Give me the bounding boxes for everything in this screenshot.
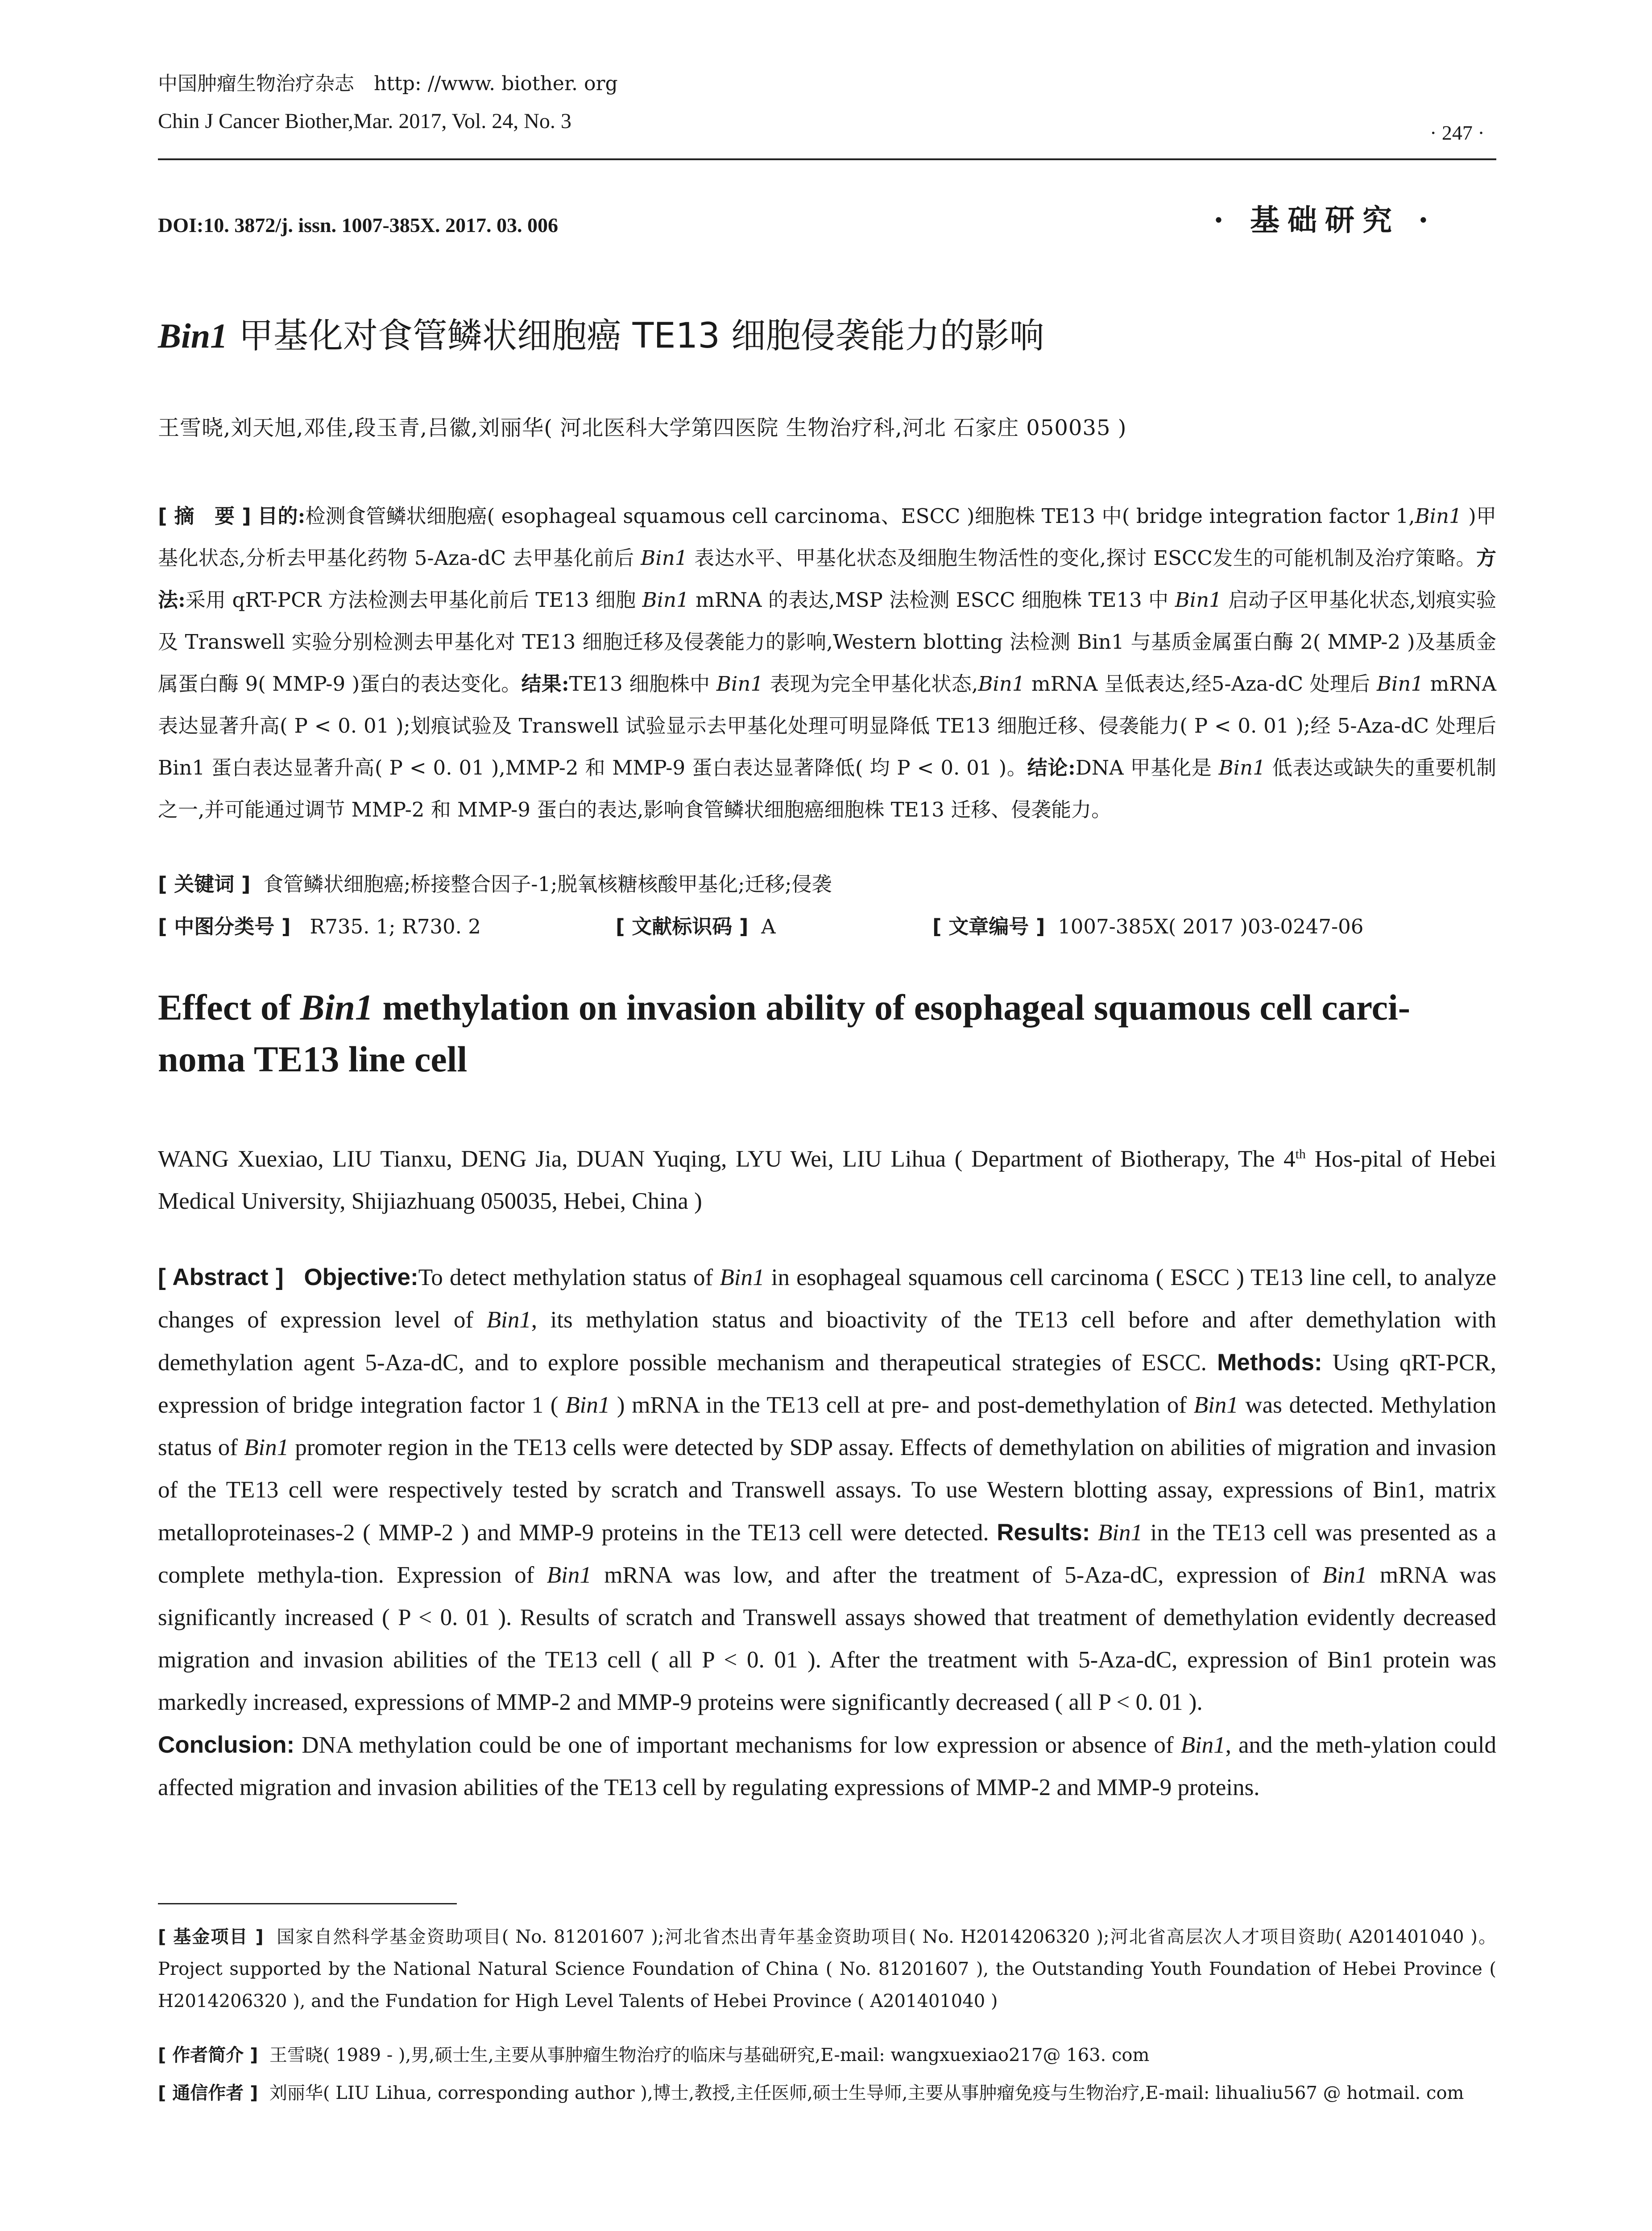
column-label: · 基础研究 · — [1213, 203, 1437, 237]
gene-name: Bin1 — [1175, 588, 1222, 612]
abstract-en — [158, 1256, 1496, 1809]
journal-en-header: Chin J Cancer Biother,Mar. 2017, Vol. 24, No. 3 — [158, 109, 571, 133]
methods-en-text: ) mRNA in the TE13 cell at pre- and post-demethylation of — [610, 1392, 1194, 1418]
title-en — [158, 982, 1496, 1085]
gene-name: Bin1 — [720, 1265, 765, 1290]
objective-cn-text: 表达水平、甲基化状态及细胞生物活性的变化,探讨 ESCC发生的可能机制及治疗策略。 — [687, 546, 1476, 570]
ordinal-suffix: th — [1295, 1147, 1306, 1161]
results-en-label: Results: — [997, 1519, 1090, 1546]
methods-en-text: Using qRT-PCR, expression of bridge integration factor 1 ( — [158, 1350, 1497, 1418]
fund-text: 国家自然科学基金资助项目( No. 81201607 );河北省杰出青年基金资助项目( No. H2014206320 );河北省高层次人才项目资助( A201401040 )。Project supported by the National Natural Science Foundation of China ( No. 81201607 ), the Outstanding Youth Foundation of Hebei Province ( H2014206320 ), and the Fundation for High Level Talents of Hebei Province ( A201401040 ) — [158, 1927, 1496, 2011]
methods-en-text: promoter region in the TE13 cells were detected by SDP assay. Effects of demethylation on abilities of migration and invasion of the TE13 cell were respectively tested by scratch and Transwell assays. To use Western blotting assay, expressions of Bin1, matrix metalloproteinases-2 ( MMP-2 ) and MMP-9 proteins in the TE13 cell were detected. — [158, 1435, 1496, 1546]
footnote-rule — [158, 1903, 457, 1904]
gene-name: Bin1 — [1376, 672, 1424, 696]
doc-code-label: [ 文献标识码 ] — [616, 915, 749, 938]
footnote-fund — [158, 1921, 1496, 2017]
abstract-cn-label: [ 摘 要 ] — [158, 504, 251, 528]
conclusion-en-label: Conclusion: — [158, 1732, 295, 1758]
objective-en-label: Objective: — [304, 1264, 418, 1290]
title-en-text: Effect of — [158, 987, 300, 1028]
gene-name: Bin1 — [1218, 756, 1266, 780]
gene-name: Bin1 — [1322, 1562, 1367, 1588]
page-number: · 247 · — [1430, 121, 1485, 144]
gene-name: Bin1 — [642, 588, 689, 612]
conclusion-cn-text: DNA 甲基化是 — [1075, 756, 1219, 780]
journal-cn-header: 中国肿瘤生物治疗杂志 http: //www. biother. org — [158, 72, 618, 95]
footnote-corresponding — [158, 2077, 1496, 2109]
methods-cn-text: 启动子区甲基化状态,划痕实验及 Transwell 实验分别检测去甲基化对 TE13 细胞迁移及侵袭能力的影响,Western blotting 法检测 Bin1 与基质金属蛋白酶 2( MMP-2 )及基质金属蛋白酶 9( MMP-9 )蛋白的表达变化。 — [158, 588, 1496, 696]
clc-label: [ 中图分类号 ] — [158, 915, 291, 938]
title-en-text: methylation on invasion ability of esophageal squamous cell carci-noma TE13 line cell — [158, 987, 1411, 1079]
author-label: [ 作者简介 ] — [158, 2045, 258, 2065]
gene-name: Bin1 — [1193, 1392, 1238, 1418]
gene-name: Bin1 — [1415, 504, 1462, 528]
methods-en-label: Methods: — [1217, 1349, 1322, 1376]
results-cn-text: TE13 细胞株中 — [569, 672, 716, 696]
results-cn-text: mRNA 呈低表达,经5-Aza-dC 处理后 — [1025, 672, 1377, 696]
objective-en-text: in esophageal squamous cell carcinoma ( ESCC ) TE13 line cell, to analyze changes of expression level of — [158, 1265, 1497, 1333]
abstract-cn — [158, 495, 1496, 831]
author-text: 王雪晓( 1989 - ),男,硕士生,主要从事肿瘤生物治疗的临床与基础研究,E-mail: wangxuexiao217@ 163. com — [269, 2045, 1150, 2065]
gene-name: Bin1 — [1180, 1732, 1226, 1758]
gene-name: Bin1 — [716, 672, 763, 696]
objective-en-text: To detect methylation status of — [418, 1265, 720, 1290]
authors-cn: 王雪晓,刘天旭,邓佳,段玉青,吕徽,刘丽华( 河北医科大学第四医院 生物治疗科,河北 石家庄 050035 ) — [158, 415, 1127, 440]
results-en-text: mRNA was significantly increased ( P < 0. 01 ). Results of scratch and Transwell assays showed that treatment of demethylation evidently decreased migration and invasion abilities of the TE13 cell ( all P < 0. 01 ). After the treatment with 5-Aza-dC, expression of Bin1 protein was markedly increased, expressions of MMP-2 and MMP-9 proteins were significantly decreased ( all P < 0. 01 ). — [158, 1562, 1496, 1715]
footnote-author — [158, 2039, 1496, 2071]
results-en-text: mRNA was low, and after the treatment of 5-Aza-dC, expression of — [591, 1562, 1323, 1588]
gene-name: Bin1 — [244, 1435, 289, 1460]
gene-name: Bin1 — [547, 1562, 592, 1588]
corr-label: [ 通信作者 ] — [158, 2083, 258, 2103]
gene-name: Bin1 — [486, 1307, 531, 1333]
clc-value: R735. 1; R730. 2 — [310, 915, 481, 938]
conclusion-en-text: , and the meth-ylation could affected migration and invasion abilities of the TE13 cell by regulating expressions of MMP-2 and MMP-9 proteins. — [158, 1732, 1496, 1800]
conclusion-en-text: DNA methylation could be one of important mechanisms for low expression or absence of — [302, 1732, 1181, 1758]
article-no-value: 1007-385X( 2017 )03-0247-06 — [1058, 915, 1364, 938]
corr-text: 刘丽华( LIU Lihua, corresponding author ),博士,教授,主任医师,硕士生导师,主要从事肿瘤免疫与生物治疗,E-mail: lihualiu567 @ hotmail. com — [269, 2083, 1464, 2103]
objective-cn-text: )甲基化状态,分析去甲基化药物 5-Aza-dC 去甲基化前后 — [158, 504, 1496, 570]
results-cn-text: mRNA 表达显著升高( P < 0. 01 );划痕试验及 Transwell 试验显示去甲基化处理可明显降低 TE13 细胞迁移、侵袭能力( P < 0. 01 );经 5-Aza-dC 处理后 Bin1 蛋白表达显著升高( P < 0. 01 ),MMP-2 和 MMP-9 蛋白表达显著降低( 均 P < 0. 01 )。 — [158, 672, 1497, 780]
results-en-text: in the TE13 cell was presented as a complete methyla-tion. Expression of — [158, 1520, 1497, 1588]
title-en-gene: Bin1 — [300, 987, 373, 1028]
methods-cn-label: 方法: — [158, 546, 1497, 612]
doi: DOI:10. 3872/j. issn. 1007-385X. 2017. 03. 006 — [158, 214, 559, 236]
objective-en-text: , its methylation status and bioactivity of the TE13 cell before and after demethylation with demethylation agent 5-Aza-dC, and to explore possible mechanism and therapeutical strategies of ESCC. — [158, 1307, 1496, 1376]
article-no-label: [ 文章编号 ] — [932, 915, 1045, 938]
authors-en — [158, 1133, 1496, 1222]
gene-name: Bin1 — [565, 1392, 610, 1418]
conclusion-cn-label: 结论: — [1027, 756, 1076, 780]
doc-code — [616, 906, 776, 948]
methods-cn-text: mRNA 的表达,MSP 法检测 ESCC 细胞株 TE13 中 — [689, 588, 1175, 612]
title-cn-gene: Bin1 — [158, 316, 228, 355]
gene-name: Bin1 — [1097, 1520, 1143, 1546]
results-cn-text: 表现为完全甲基化状态, — [763, 672, 978, 696]
authors-en-text: Hos-pital of Hebei Medical University, Shijiazhuang 050035, Hebei, China ) — [158, 1146, 1496, 1214]
methods-cn-text: 采用 qRT-PCR 方法检测去甲基化前后 TE13 细胞 — [185, 588, 642, 612]
gene-name: Bin1 — [978, 672, 1025, 696]
keywords-cn — [158, 863, 1496, 905]
abstract-en-label: [ Abstract ] — [158, 1264, 284, 1290]
authors-en-text: WANG Xuexiao, LIU Tianxu, DENG Jia, DUAN Yuqing, LYU Wei, LIU Lihua ( Department of Biotherapy, The 4 — [158, 1146, 1296, 1172]
results-cn-label: 结果: — [521, 672, 569, 696]
gene-name: Bin1 — [641, 546, 688, 570]
objective-cn-label: 目的: — [257, 504, 306, 528]
title-cn — [158, 308, 1044, 358]
fund-label: [ 基金项目 ] — [158, 1927, 264, 1947]
doc-code-value: A — [761, 915, 776, 938]
conclusion-cn-text: 低表达或缺失的重要机制之一,并可能通过调节 MMP-2 和 MMP-9 蛋白的表达,影响食管鳞状细胞癌细胞株 TE13 迁移、侵袭能力。 — [158, 756, 1497, 821]
title-cn-text: 甲基化对食管鳞状细胞癌 TE13 细胞侵袭能力的影响 — [228, 316, 1044, 356]
article-number — [932, 906, 1363, 948]
keywords-cn-label: [ 关键词 ] — [158, 872, 251, 896]
keywords-cn-text: 食管鳞状细胞癌;桥接整合因子-1;脱氧核糖核酸甲基化;迁移;侵袭 — [263, 872, 832, 896]
objective-cn-text: 检测食管鳞状细胞癌( esophageal squamous cell carcinoma、ESCC )细胞株 TE13 中( bridge integration factor 1, — [305, 504, 1415, 528]
header-rule — [158, 158, 1496, 160]
methods-en-text: was detected. Methylation status of — [158, 1392, 1497, 1460]
